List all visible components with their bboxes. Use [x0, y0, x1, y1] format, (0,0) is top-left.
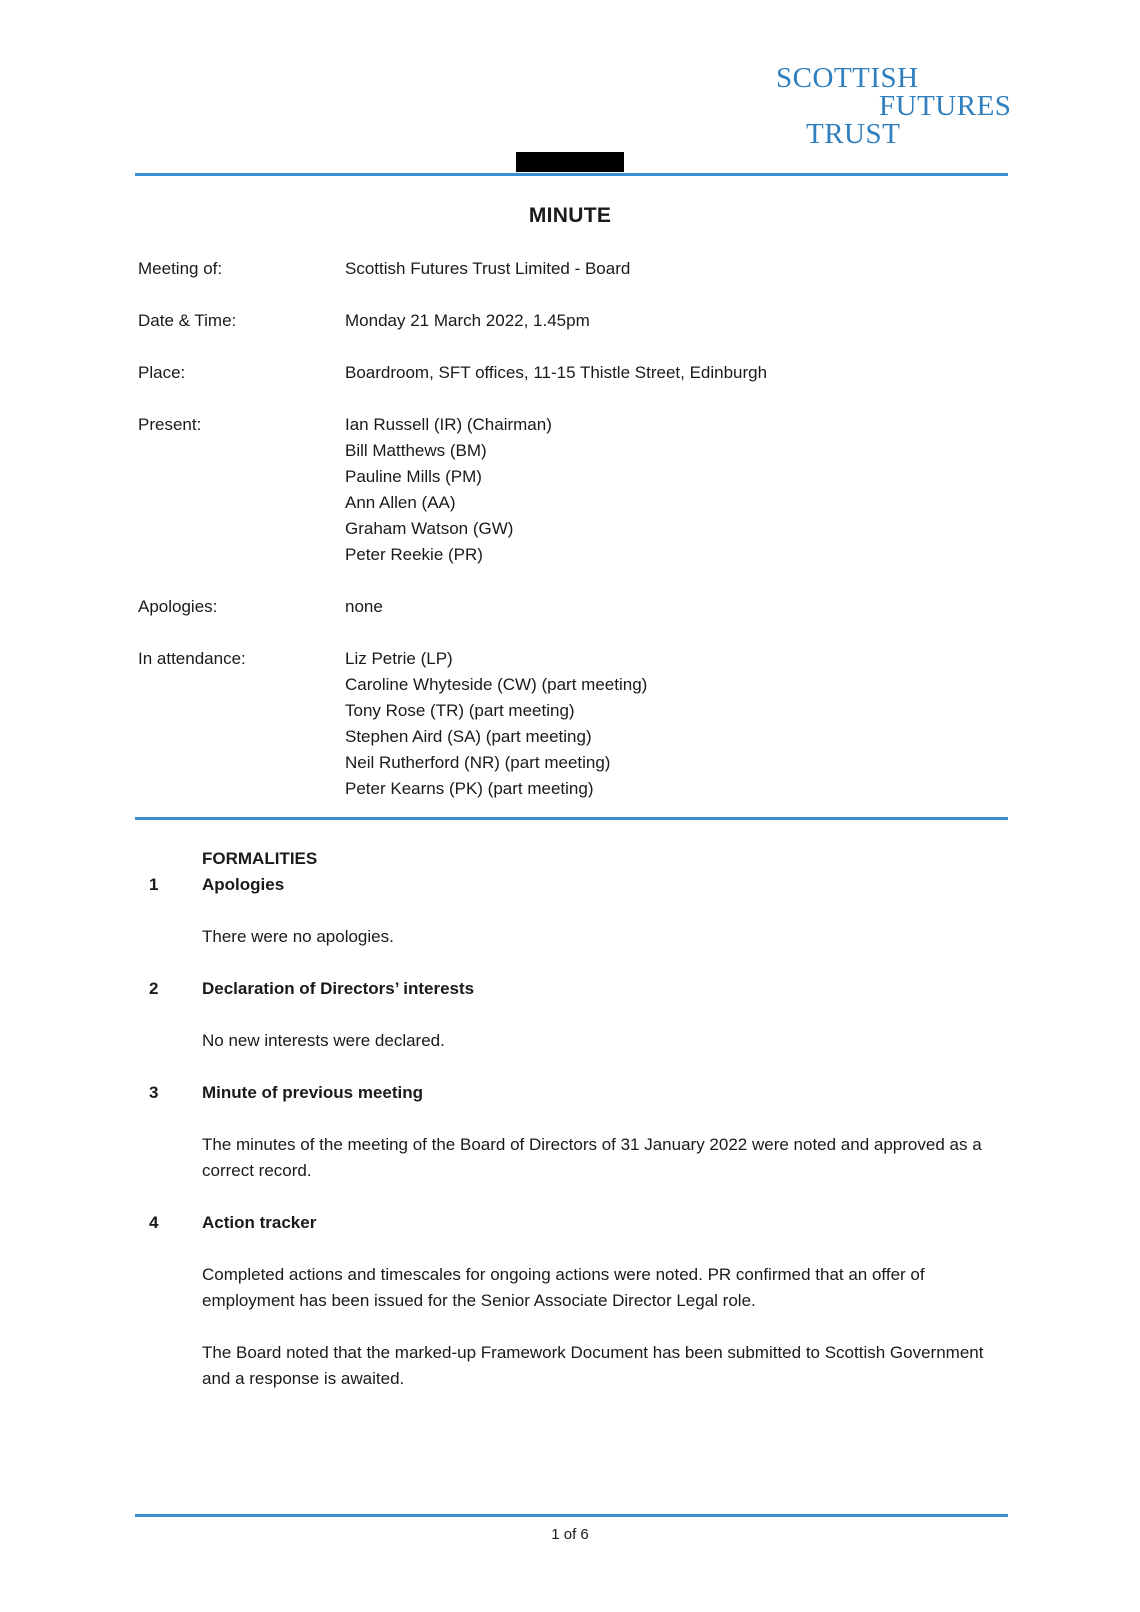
attendee: Neil Rutherford (NR) (part meeting): [345, 753, 611, 772]
sft-logo: [776, 62, 1016, 154]
item-number: 2: [149, 979, 159, 998]
present-member: Pauline Mills (PM): [345, 467, 482, 486]
item-heading: Declaration of Directors’ interests: [202, 979, 475, 998]
item-paragraph: The Board noted that the marked-up Framework Document has been submitted to Scottish Government and a response is awaited.: [202, 1343, 984, 1388]
apologies-label: Apologies:: [138, 597, 218, 616]
logo-line-futures: FUTURES: [879, 90, 1012, 122]
present-member: Ian Russell (IR) (Chairman): [345, 415, 552, 434]
item-number: 1: [149, 875, 159, 894]
present-label: Present:: [138, 415, 202, 434]
redaction-block: [516, 152, 624, 172]
item-heading: Apologies: [202, 875, 285, 894]
attendee: Caroline Whyteside (CW) (part meeting): [345, 675, 648, 694]
document-title: MINUTE: [528, 204, 612, 227]
present-member: Peter Reekie (PR): [345, 545, 483, 564]
place-value: Boardroom, SFT offices, 11-15 Thistle Street, Edinburgh: [345, 363, 768, 382]
item-paragraph: No new interests were declared.: [202, 1031, 445, 1050]
date-label: Date & Time:: [138, 311, 237, 330]
page-number: 1 of 6: [551, 1526, 589, 1543]
attendee: Tony Rose (TR) (part meeting): [345, 701, 575, 720]
place-label: Place:: [138, 363, 186, 382]
meeting-value: Scottish Futures Trust Limited - Board: [345, 259, 631, 278]
item-number: 3: [149, 1083, 159, 1102]
attendee: Stephen Aird (SA) (part meeting): [345, 727, 592, 746]
logo-line-trust: TRUST: [806, 118, 901, 150]
item-paragraph: Completed actions and timescales for ongoing actions were noted. PR confirmed that an offer of employment has been issued for the Senior Associate Director Legal role.: [202, 1265, 925, 1310]
details-rule: [135, 817, 1008, 820]
meeting-label: Meeting of:: [138, 259, 223, 278]
present-member: Ann Allen (AA): [345, 493, 456, 512]
header-rule: [135, 173, 1008, 176]
attendance-list: [345, 646, 647, 802]
formalities-heading: FORMALITIES: [202, 849, 318, 868]
item-paragraph: There were no apologies.: [202, 927, 394, 946]
item-heading: Action tracker: [202, 1213, 317, 1232]
present-member: Graham Watson (GW): [345, 519, 514, 538]
present-list: [345, 412, 552, 568]
attendee: Liz Petrie (LP): [345, 649, 453, 668]
footer-rule: [135, 1514, 1008, 1517]
date-value: Monday 21 March 2022, 1.45pm: [345, 311, 590, 330]
item-number: 4: [149, 1213, 159, 1232]
attendee: Peter Kearns (PK) (part meeting): [345, 779, 594, 798]
present-member: Bill Matthews (BM): [345, 441, 487, 460]
item-paragraph: The minutes of the meeting of the Board of Directors of 31 January 2022 were noted and approved as a correct record.: [202, 1135, 982, 1180]
item-heading: Minute of previous meeting: [202, 1083, 424, 1102]
apologies-value: none: [345, 597, 383, 616]
logo-line-scottish: SCOTTISH: [776, 62, 919, 94]
attendance-label: In attendance:: [138, 649, 246, 668]
